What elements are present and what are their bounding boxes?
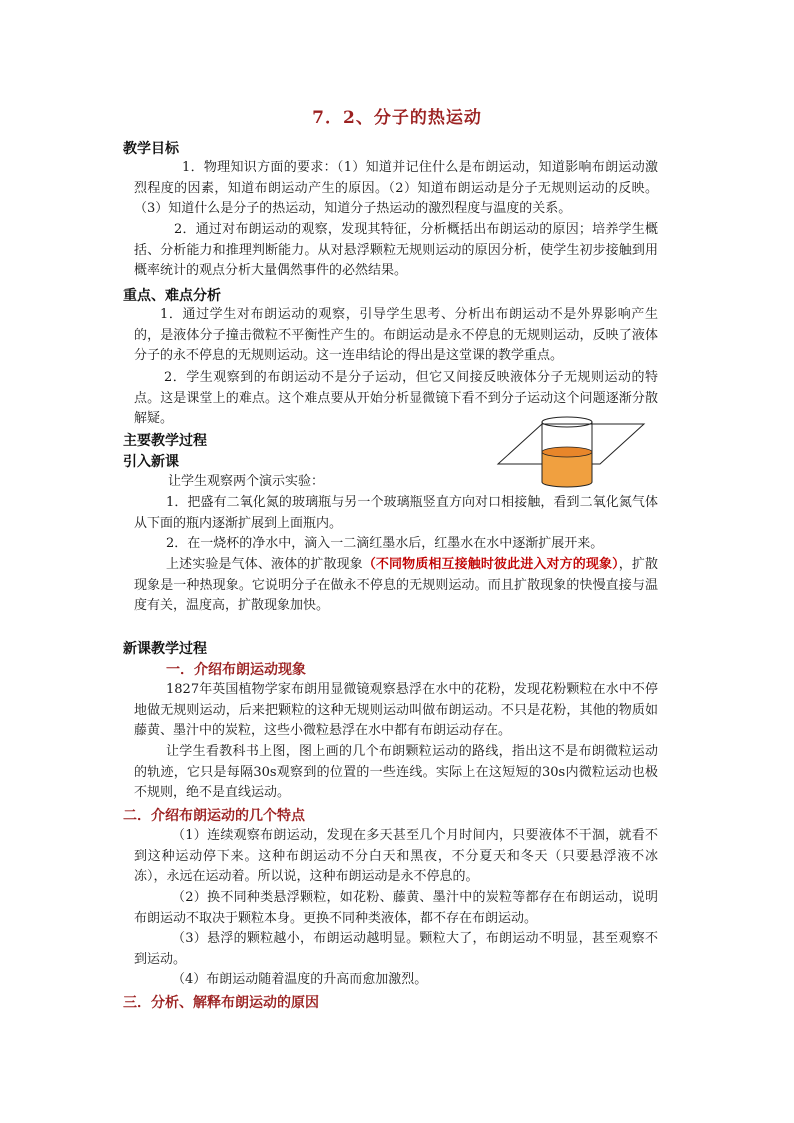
diffusion-definition: （不同物质相互接触时彼此进入对方的现象） (362, 557, 619, 572)
keypoints-paragraph-2: 2．学生观察到的布朗运动不是分子运动，但它又间接反映液体分子无规则运动的特点。这是课堂上的难点。这个难点要从开始分析显微镜下看不到分子运动这个问题逐渐分散解疑。 (134, 370, 658, 426)
liquid-surface (542, 447, 592, 457)
goals-paragraph-1: 1．物理知识方面的要求：（1）知道并记住什么是布朗运动，知道影响布朗运动激烈程度的因素，知道布朗运动产生的原因。（2）知道布朗运动是分子无规则运动的反映。（3）知道什么是分子的热运动，知道分子热运动的激烈程度与温度的关系。 (134, 160, 658, 216)
subsection-2-paragraph-1: （1）连续观察布朗运动，发现在多天甚至几个月时间内，只要液体不干涸，就看不到这种运动停下来。这种布朗运动不分白天和黑夜，不分夏天和冬天（只要悬浮液不冰冻），永远在运动着。所以说，这种布朗运动是永不停息的。 (134, 828, 658, 884)
intro-paragraph-3-rest: ，扩散现象是一种热现象。它说明分子在做永不停息的无规则运动。而且扩散现象的快慢直接与温度有关，温度高，扩散现象加快。 (134, 557, 658, 613)
beaker-figure (496, 412, 646, 492)
section-heading-intro: 引入新课 (123, 454, 179, 470)
section-heading-goals: 教学目标 (123, 141, 179, 157)
intro-paragraph-2: 2．在一烧杯的净水中，滴入一二滴红墨水后，红墨水在水中逐渐扩展开来。 (166, 536, 604, 551)
section-heading-newlesson: 新课教学过程 (123, 641, 207, 657)
subsection-heading-2: 二．介绍布朗运动的几个特点 (123, 808, 305, 824)
page-title: 7．2、分子的热运动 (312, 108, 482, 128)
intro-paragraph-1: 1．把盛有二氧化氮的玻璃瓶与另一个玻璃瓶竖直方向对口相接触，看到二氧化氮气体从下面的瓶内逐渐扩展到上面瓶内。 (134, 495, 658, 531)
keypoints-paragraph-1: 1．通过学生对布朗运动的观察，引导学生思考、分析出布朗运动不是外界影响产生的，是液体分子撞击微粒不平衡性产生的。布朗运动是永不停息的无规则运动，反映了液体分子的永不停息的无规则运动。这一连串结论的得出是这堂课的教学重点。 (134, 307, 658, 363)
subsection-heading-1: 一．介绍布朗运动现象 (166, 662, 306, 678)
subsection-2-paragraph-3: （3）悬浮的颗粒越小，布朗运动越明显。颗粒大了，布朗运动不明显，甚至观察不到运动。 (134, 931, 658, 967)
goals-paragraph-2: 2．通过对布朗运动的观察，发现其特征，分析概括出布朗运动的原因；培养学生概括、分析能力和推理判断能力。从对悬浮颗粒无规则运动的原因分析，使学生初步接触到用概率统计的观点分析大量偶然事件的必然结果。 (134, 222, 658, 278)
section-heading-keypoints: 重点、难点分析 (123, 288, 221, 304)
intro-paragraph-0: 让学生观察两个演示实验： (168, 474, 325, 489)
beaker-rim (542, 417, 592, 427)
subsection-1-paragraph-2: 让学生看教科书上图，图上画的几个布朗颗粒运动的路线，指出这不是布朗微粒运动的轨迹，它只是每隔30s观察到的位置的一些连线。实际上在这短短的30s内微粒运动也极不规则，绝不是直线运动。 (134, 744, 658, 800)
subsection-heading-3: 三．分析、解释布朗运动的原因 (123, 995, 319, 1011)
section-heading-process: 主要教学过程 (123, 433, 207, 449)
intro-paragraph-3-text: 上述实验是气体、液体的扩散现象 (166, 557, 363, 572)
subsection-2-paragraph-2: （2）换不同种类悬浮颗粒，如花粉、藤黄、墨汁中的炭粒等都存在布朗运动，说明布朗运动不取决于颗粒本身。更换不同种类液体，都不存在布朗运动。 (134, 890, 658, 926)
subsection-2-paragraph-4: （4）布朗运动随着温度的升高而愈加激烈。 (172, 972, 428, 987)
intro-paragraph-3 (134, 555, 658, 617)
subsection-1-paragraph-1: 1827年英国植物学家布朗用显微镜观察悬浮在水中的花粉，发现花粉颗粒在水中不停地做无规则运动，后来把颗粒的这种无规则运动叫做布朗运动。不只是花粉，其他的物质如藤黄、墨汁中的炭粒，这些小微粒悬浮在水中都有布朗运动存在。 (134, 682, 658, 738)
